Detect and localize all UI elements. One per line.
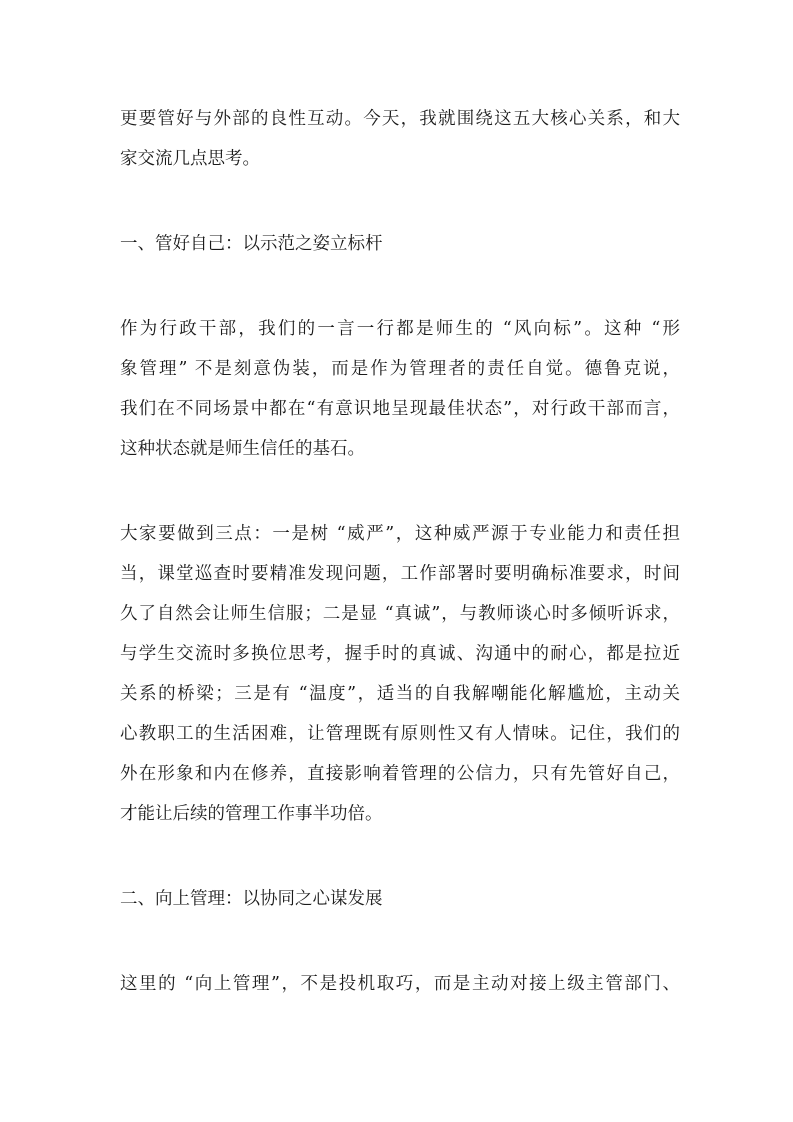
- paragraph-2-line-3: 这种状态就是师生信任的基石。: [120, 439, 365, 459]
- paragraph-3-line-0: 大家要做到三点：一是树 “威严”，这种威严源于专业能力和责任担: [120, 524, 680, 544]
- paragraph-2-line-1: 象管理” 不是刻意伪装，而是作为管理者的责任自觉。德鲁克说，: [120, 359, 680, 379]
- paragraph-3-line-6: 外在形象和内在修养，直接影响着管理的公信力，只有先管好自己，: [120, 764, 680, 784]
- paragraph-2-line-2: 我们在不同场景中都在“有意识地呈现最佳状态”，对行政干部而言，: [120, 399, 680, 419]
- paragraph-0-line-0: 更要管好与外部的良性互动。今天，我就围绕这五大核心关系，和大: [120, 109, 680, 129]
- paragraph-3-line-1: 当，课堂巡查时要精准发现问题，工作部署时要明确标准要求，时间: [120, 564, 680, 584]
- paragraph-3-line-4: 关系的桥梁；三是有 “温度”，适当的自我解嘲能化解尴尬，主动关: [120, 684, 680, 704]
- paragraph-3-line-7: 才能让后续的管理工作事半功倍。: [120, 804, 383, 824]
- paragraph-3-line-3: 与学生交流时多换位思考，握手时的真诚、沟通中的耐心，都是拉近: [120, 644, 680, 664]
- paragraph-2-line-0: 作为行政干部，我们的一言一行都是师生的 “风向标”。这种 “形: [120, 319, 680, 339]
- paragraph-3-line-2: 久了自然会让师生信服；二是显 “真诚”，与教师谈心时多倾听诉求，: [120, 604, 680, 624]
- paragraph-3-line-5: 心教职工的生活困难，让管理既有原则性又有人情味。记住，我们的: [120, 724, 680, 744]
- section-heading-2: 二、向上管理：以协同之心谋发展: [120, 889, 383, 909]
- paragraph-5-line-0: 这里的 “向上管理”，不是投机取巧，而是主动对接上级主管部门、: [120, 974, 680, 994]
- paragraph-0-line-1: 家交流几点思考。: [120, 149, 260, 169]
- section-heading-1: 一、管好自己：以示范之姿立标杆: [120, 234, 383, 254]
